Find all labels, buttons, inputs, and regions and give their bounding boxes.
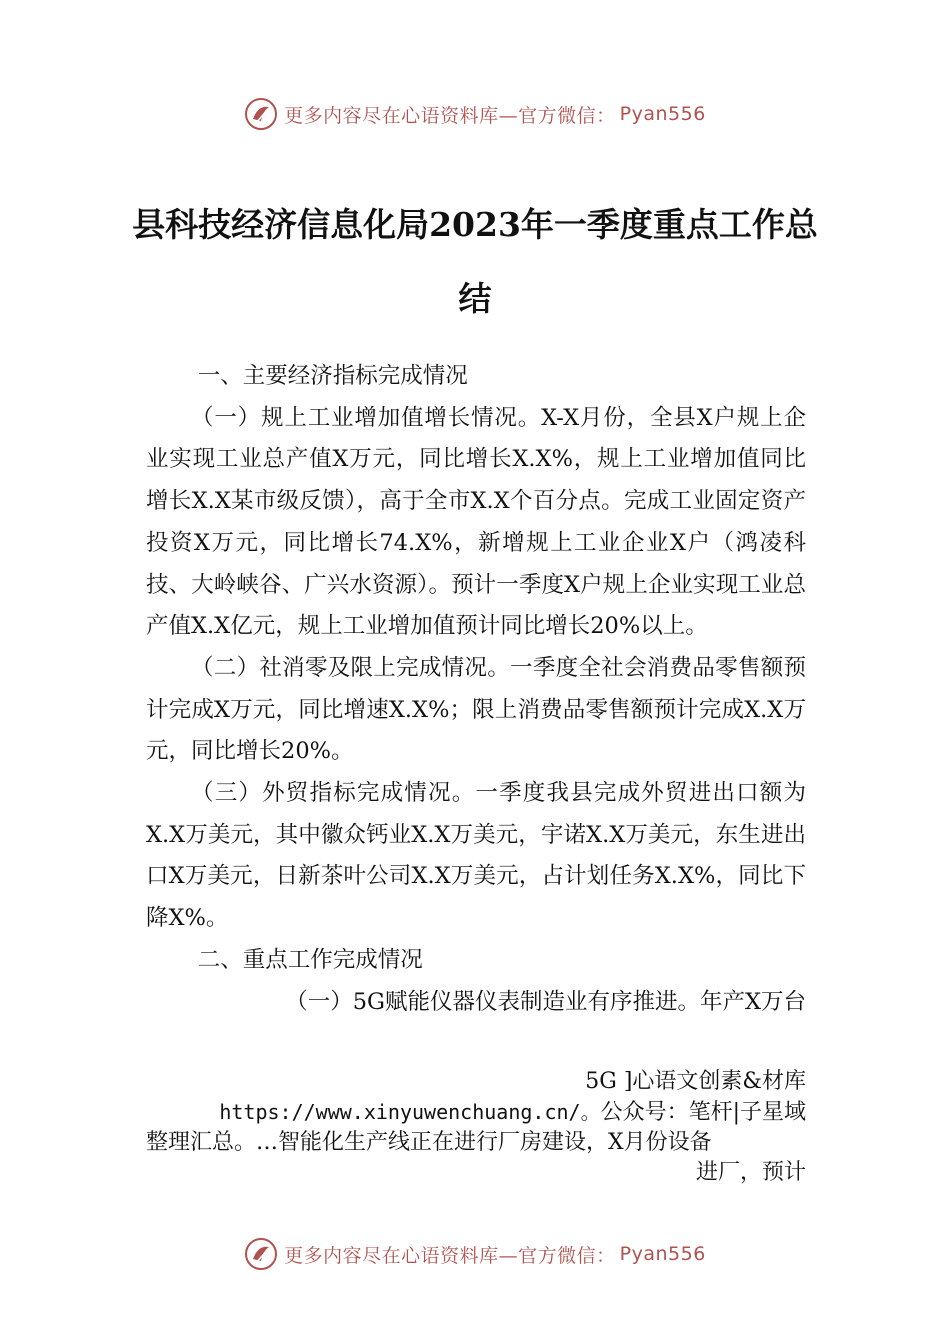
watermark-wechat-id: Pyan556 <box>619 1243 706 1265</box>
tail-line-1: 5G ]心语文创素&材库 <box>585 1069 806 1094</box>
watermark-text: 更多内容尽在心语资料库—官方微信： <box>284 1244 616 1267</box>
tail-line-2 <box>146 1097 806 1128</box>
section-heading-1: 一、主要经济指标完成情况 <box>197 363 468 389</box>
document-body <box>146 356 806 1023</box>
watermark-header <box>0 94 950 134</box>
public-account: 公众号：笔杆|子星域 <box>600 1100 806 1125</box>
logo-icon <box>244 1237 278 1271</box>
document-tail <box>146 1067 806 1188</box>
paragraph-5g-manufacturing: （一）5G赋能仪器仪表制造业有序推进。年产X万台 <box>285 988 806 1015</box>
watermark-wechat-id: Pyan556 <box>619 103 706 125</box>
source-url: https://www.xinyuwenchuang.cn/。 <box>219 1100 601 1124</box>
paragraph-foreign-trade: （三）外贸指标完成情况。一季度我县完成外贸进出口额为X.X万美元，其中徽众钙业X.X万美元，宇诺X.X万美元，东生进出口X万美元，日新茶叶公司X.X万美元，占计划任务X.X%，同比下降X%。 <box>146 780 806 932</box>
tail-line-4: 进厂，预计 <box>695 1160 806 1185</box>
section-heading-2: 二、重点工作完成情况 <box>197 946 423 973</box>
paragraph-industrial-growth: （一）规上工业增加值增长情况。X-X月份，全县X户规上企业实现工业总产值X万元，同比增长X.X%，规上工业增加值同比增长X.X某市级反馈），高于全市X.X个百分点。完成工业固定资产投资X万元，同比增长74.X%，新增规上工业企业X户（鸿凌科技、大岭峡谷、广兴水资源）。预计一季度X户规上企业实现工业总产值X.X亿元，规上工业增加值预计同比增长20%以上。 <box>146 404 806 640</box>
watermark-footer <box>0 1234 950 1274</box>
watermark-text: 更多内容尽在心语资料库—官方微信： <box>284 104 616 127</box>
paragraph-retail-sales: （二）社消零及限上完成情况。一季度全社会消费品零售额预计完成X万元，同比增速X.X%；限上消费品零售额预计完成X.X万元，同比增长20%。 <box>146 654 806 765</box>
document-title: 县科技经济信息化局2023年一季度重点工作总结 <box>132 205 818 318</box>
tail-line-3: 整理汇总。…智能化生产线正在进行厂房建设，X月份设备 <box>146 1130 712 1155</box>
logo-icon <box>244 97 278 131</box>
